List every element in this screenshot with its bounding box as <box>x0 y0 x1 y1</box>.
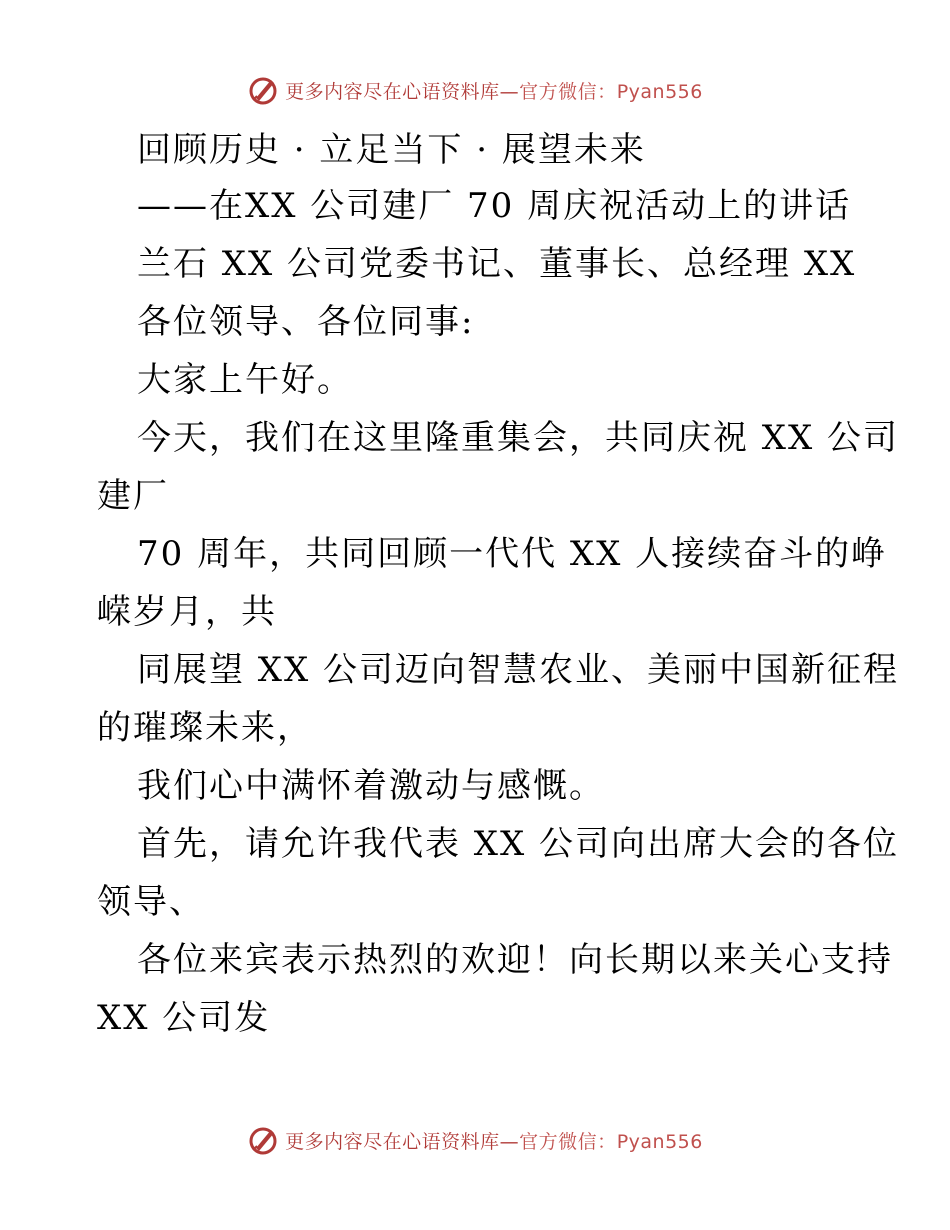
watermark-wechat-label: 官方微信： <box>519 1130 617 1153</box>
quill-seal-icon <box>247 74 279 106</box>
watermark-site-text: 更多内容尽在心语资料库 <box>285 80 500 103</box>
watermark-text <box>285 77 703 104</box>
document-subtitle: ——在XX 公司建厂 70 周庆祝活动上的讲话 <box>137 186 852 226</box>
document-speaker: 兰石 XX 公司党委书记、董事长、总经理 XX <box>137 244 857 284</box>
paragraph-line: 70 周年，共同回顾一代代 XX 人接续奋斗的峥 <box>137 534 888 574</box>
watermark-site-text: 更多内容尽在心语资料库 <box>285 1130 500 1153</box>
watermark-text <box>285 1127 703 1154</box>
quill-seal-icon <box>247 1124 279 1156</box>
paragraph-line: 我们心中满怀着激动与感慨。 <box>137 766 605 806</box>
paragraph-line: 的璀璨未来， <box>97 708 313 748</box>
watermark-dash: — <box>499 1130 520 1153</box>
watermark-wechat-id: Pyan556 <box>616 80 703 103</box>
header-watermark <box>0 70 950 110</box>
document-salutation: 各位领导、各位同事: <box>137 302 475 342</box>
watermark-dash: — <box>499 80 520 103</box>
document-greeting: 大家上午好。 <box>137 360 353 400</box>
paragraph-line: 今天，我们在这里隆重集会，共同庆祝 XX 公司 <box>137 418 900 458</box>
paragraph-line: 同展望 XX 公司迈向智慧农业、美丽中国新征程 <box>137 650 900 690</box>
document-title: 回顾历史 · 立足当下 · 展望未来 <box>137 130 646 170</box>
paragraph-line: 各位来宾表示热烈的欢迎！向长期以来关心支持 <box>137 940 893 980</box>
paragraph-line: 嵘岁月，共 <box>97 592 277 632</box>
paragraph-line: 建厂 <box>97 476 169 516</box>
paragraph-line: 领导、 <box>97 882 205 922</box>
watermark-wechat-id: Pyan556 <box>616 1130 703 1153</box>
paragraph-line: 首先，请允许我代表 XX 公司向出席大会的各位 <box>137 824 900 864</box>
watermark-wechat-label: 官方微信： <box>519 80 617 103</box>
footer-watermark <box>0 1120 950 1160</box>
paragraph-line: XX 公司发 <box>97 998 271 1038</box>
